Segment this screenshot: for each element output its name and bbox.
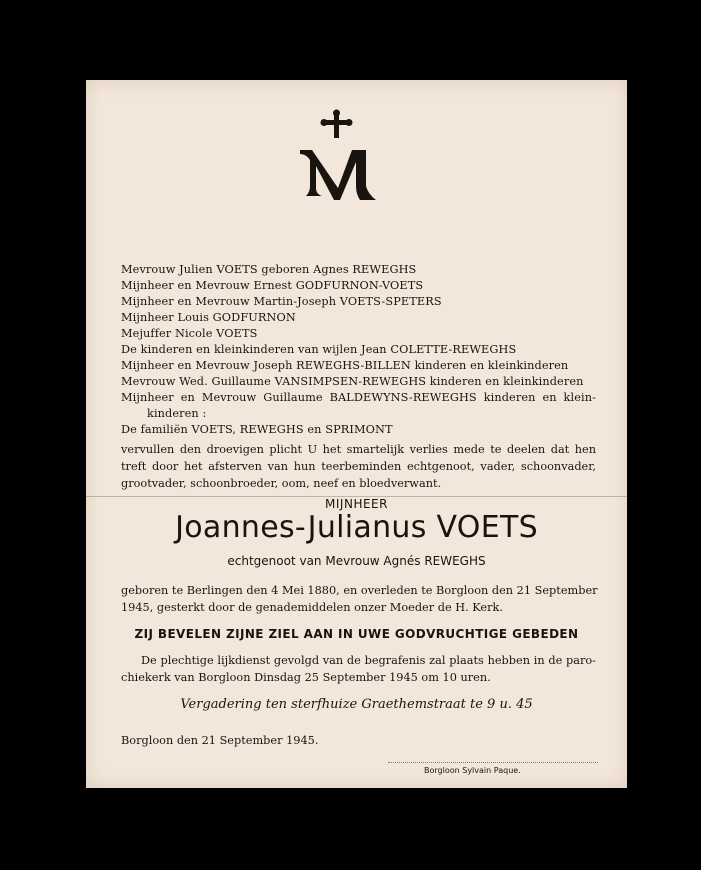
announcement-line: vervullen den droevigen plicht U het smartelijk verlies mede te deelen dat hen <box>121 443 596 456</box>
spouse-line: echtgenoot van Mevrouw Agnés REWEGHS <box>227 554 486 568</box>
signature-line <box>388 762 598 763</box>
family-line: Mevrouw Julien VOETS geboren Agnes REWEGHS <box>121 263 417 276</box>
place-date: Borgloon den 21 September 1945. <box>121 734 319 747</box>
deceased-name: Joannes-Julianus VOETS <box>175 510 538 545</box>
family-line: Mijnheer en Mevrouw Martin-Joseph VOETS-SPETERS <box>121 295 442 308</box>
family-line: Mijnheer en Mevrouw Joseph REWEGHS-BILLEN kinderen en kleinkinderen <box>121 359 569 372</box>
service-line: chiekerk van Borgloon Dinsdag 25 September 1945 om 10 uren. <box>121 671 491 684</box>
family-line: Mevrouw Wed. Guillaume VANSIMPSEN-REWEGHS kinderen en kleinkinderen <box>121 375 584 388</box>
family-line: De familiën VOETS, REWEGHS en SPRIMONT <box>121 423 393 436</box>
family-line: Mejuffer Nicole VOETS <box>121 327 258 340</box>
family-line: Mijnheer en Mevrouw Guillaume BALDEWYNS-REWEGHS kinderen en klein- <box>121 391 596 404</box>
family-line: kinderen : <box>147 407 207 420</box>
memorial-card <box>86 80 627 788</box>
meeting-notice: Vergadering ten sterfhuize Graethemstraat te 9 u. 45 <box>180 697 533 712</box>
announcement-line: grootvader, schoonbroeder, oom, neef en bloedverwant. <box>121 477 442 490</box>
honorific: MIJNHEER <box>325 497 388 511</box>
service-line: De plechtige lijkdienst gevolgd van de begrafenis zal plaats hebben in de paro- <box>141 654 596 667</box>
announcement-line: treft door het afsterven van hun teerbeminden echtgenoot, vader, schoonvader, <box>121 460 596 473</box>
birth-line: geboren te Berlingen den 4 Mei 1880, en overleden te Borgloon den 21 September <box>121 584 598 597</box>
prayer-request: ZIJ BEVELEN ZIJNE ZIEL AAN IN UWE GODVRUCHTIGE GEBEDEN <box>134 627 579 641</box>
family-line: Mijnheer en Mevrouw Ernest GODFURNON-VOETS <box>121 279 424 292</box>
cross-m-monogram-icon <box>286 108 396 208</box>
family-line: De kinderen en kleinkinderen van wijlen Jean COLETTE-REWEGHS <box>121 343 517 356</box>
printer-credit: Borgloon Sylvain Paque. <box>424 766 521 775</box>
family-line: Mijnheer Louis GODFURNON <box>121 311 296 324</box>
birth-line: 1945, gesterkt door de genademiddelen onzer Moeder de H. Kerk. <box>121 601 503 614</box>
